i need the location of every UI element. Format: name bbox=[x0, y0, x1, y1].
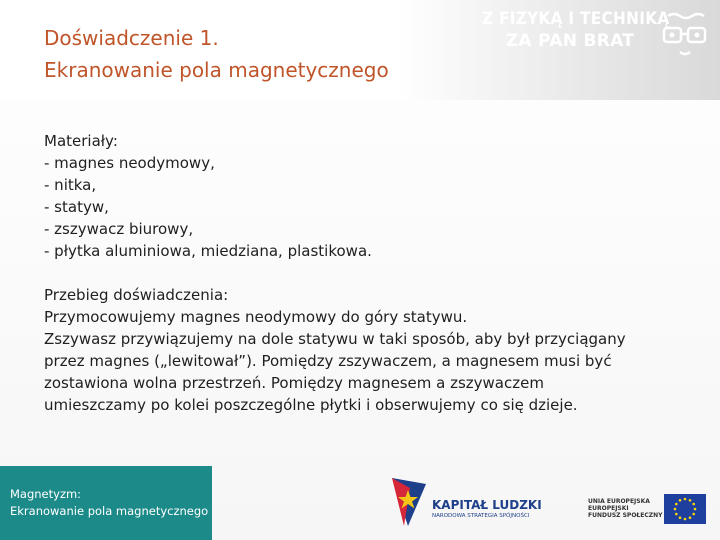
ue-logo-text bbox=[588, 498, 663, 519]
glasses-mascot-icon bbox=[660, 8, 710, 64]
materials-item: - zszywacz biurowy, bbox=[44, 220, 194, 238]
slide-title bbox=[44, 22, 389, 86]
brand-line-1: Z FIZYKĄ I TECHNIKĄ bbox=[482, 9, 670, 29]
materials-item: - nitka, bbox=[44, 176, 97, 194]
footer-line-2: Ekranowanie pola magnetycznego bbox=[10, 504, 209, 518]
materials-item: - magnes neodymowy, bbox=[44, 154, 215, 172]
procedure-line: Zszywasz przywiązujemy na dole statywu w taki sposób, aby był przyciągany bbox=[44, 330, 626, 348]
footer-line-1: Magnetyzm: bbox=[10, 487, 82, 501]
eu-flag-icon bbox=[664, 494, 706, 524]
procedure-line: Przymocowujemy magnes neodymowy do góry statywu. bbox=[44, 308, 468, 326]
brand-line-2: ZA PAN BRAT bbox=[505, 31, 635, 51]
title-line-2: Ekranowanie pola magnetycznego bbox=[44, 58, 389, 82]
kapital-ludzki-label: KAPITAŁ LUDZKI bbox=[432, 498, 542, 512]
procedure-heading: Przebieg doświadczenia: bbox=[44, 286, 229, 304]
materials-heading: Materiały: bbox=[44, 132, 118, 150]
kapital-ludzki-logo bbox=[432, 498, 542, 520]
ue-line-2: EUROPEJSKI bbox=[588, 505, 629, 512]
procedure-line: przez magnes („lewitował”). Pomiędzy zszywaczem, a magnesem musi być bbox=[44, 352, 612, 370]
footer-caption-box bbox=[0, 466, 212, 540]
slide-body bbox=[44, 130, 684, 416]
materials-item: - statyw, bbox=[44, 198, 109, 216]
procedure-line: umieszczamy po kolei poszczególne płytki i obserwujemy co się dzieje. bbox=[44, 396, 578, 414]
materials-item: - płytka aluminiowa, miedziana, plastikowa. bbox=[44, 242, 372, 260]
kapital-ludzki-star-icon bbox=[388, 476, 428, 528]
ue-line-3: FUNDUSZ SPOŁECZNY bbox=[588, 512, 663, 519]
kapital-ludzki-sub: NARODOWA STRATEGIA SPÓJNOŚCI bbox=[432, 513, 530, 519]
title-line-1: Doświadczenie 1. bbox=[44, 26, 219, 50]
procedure-line: zostawiona wolna przestrzeń. Pomiędzy magnesem a zszywaczem bbox=[44, 374, 544, 392]
ue-line-1: UNIA EUROPEJSKA bbox=[588, 498, 650, 505]
brand-logo-text bbox=[482, 8, 670, 52]
